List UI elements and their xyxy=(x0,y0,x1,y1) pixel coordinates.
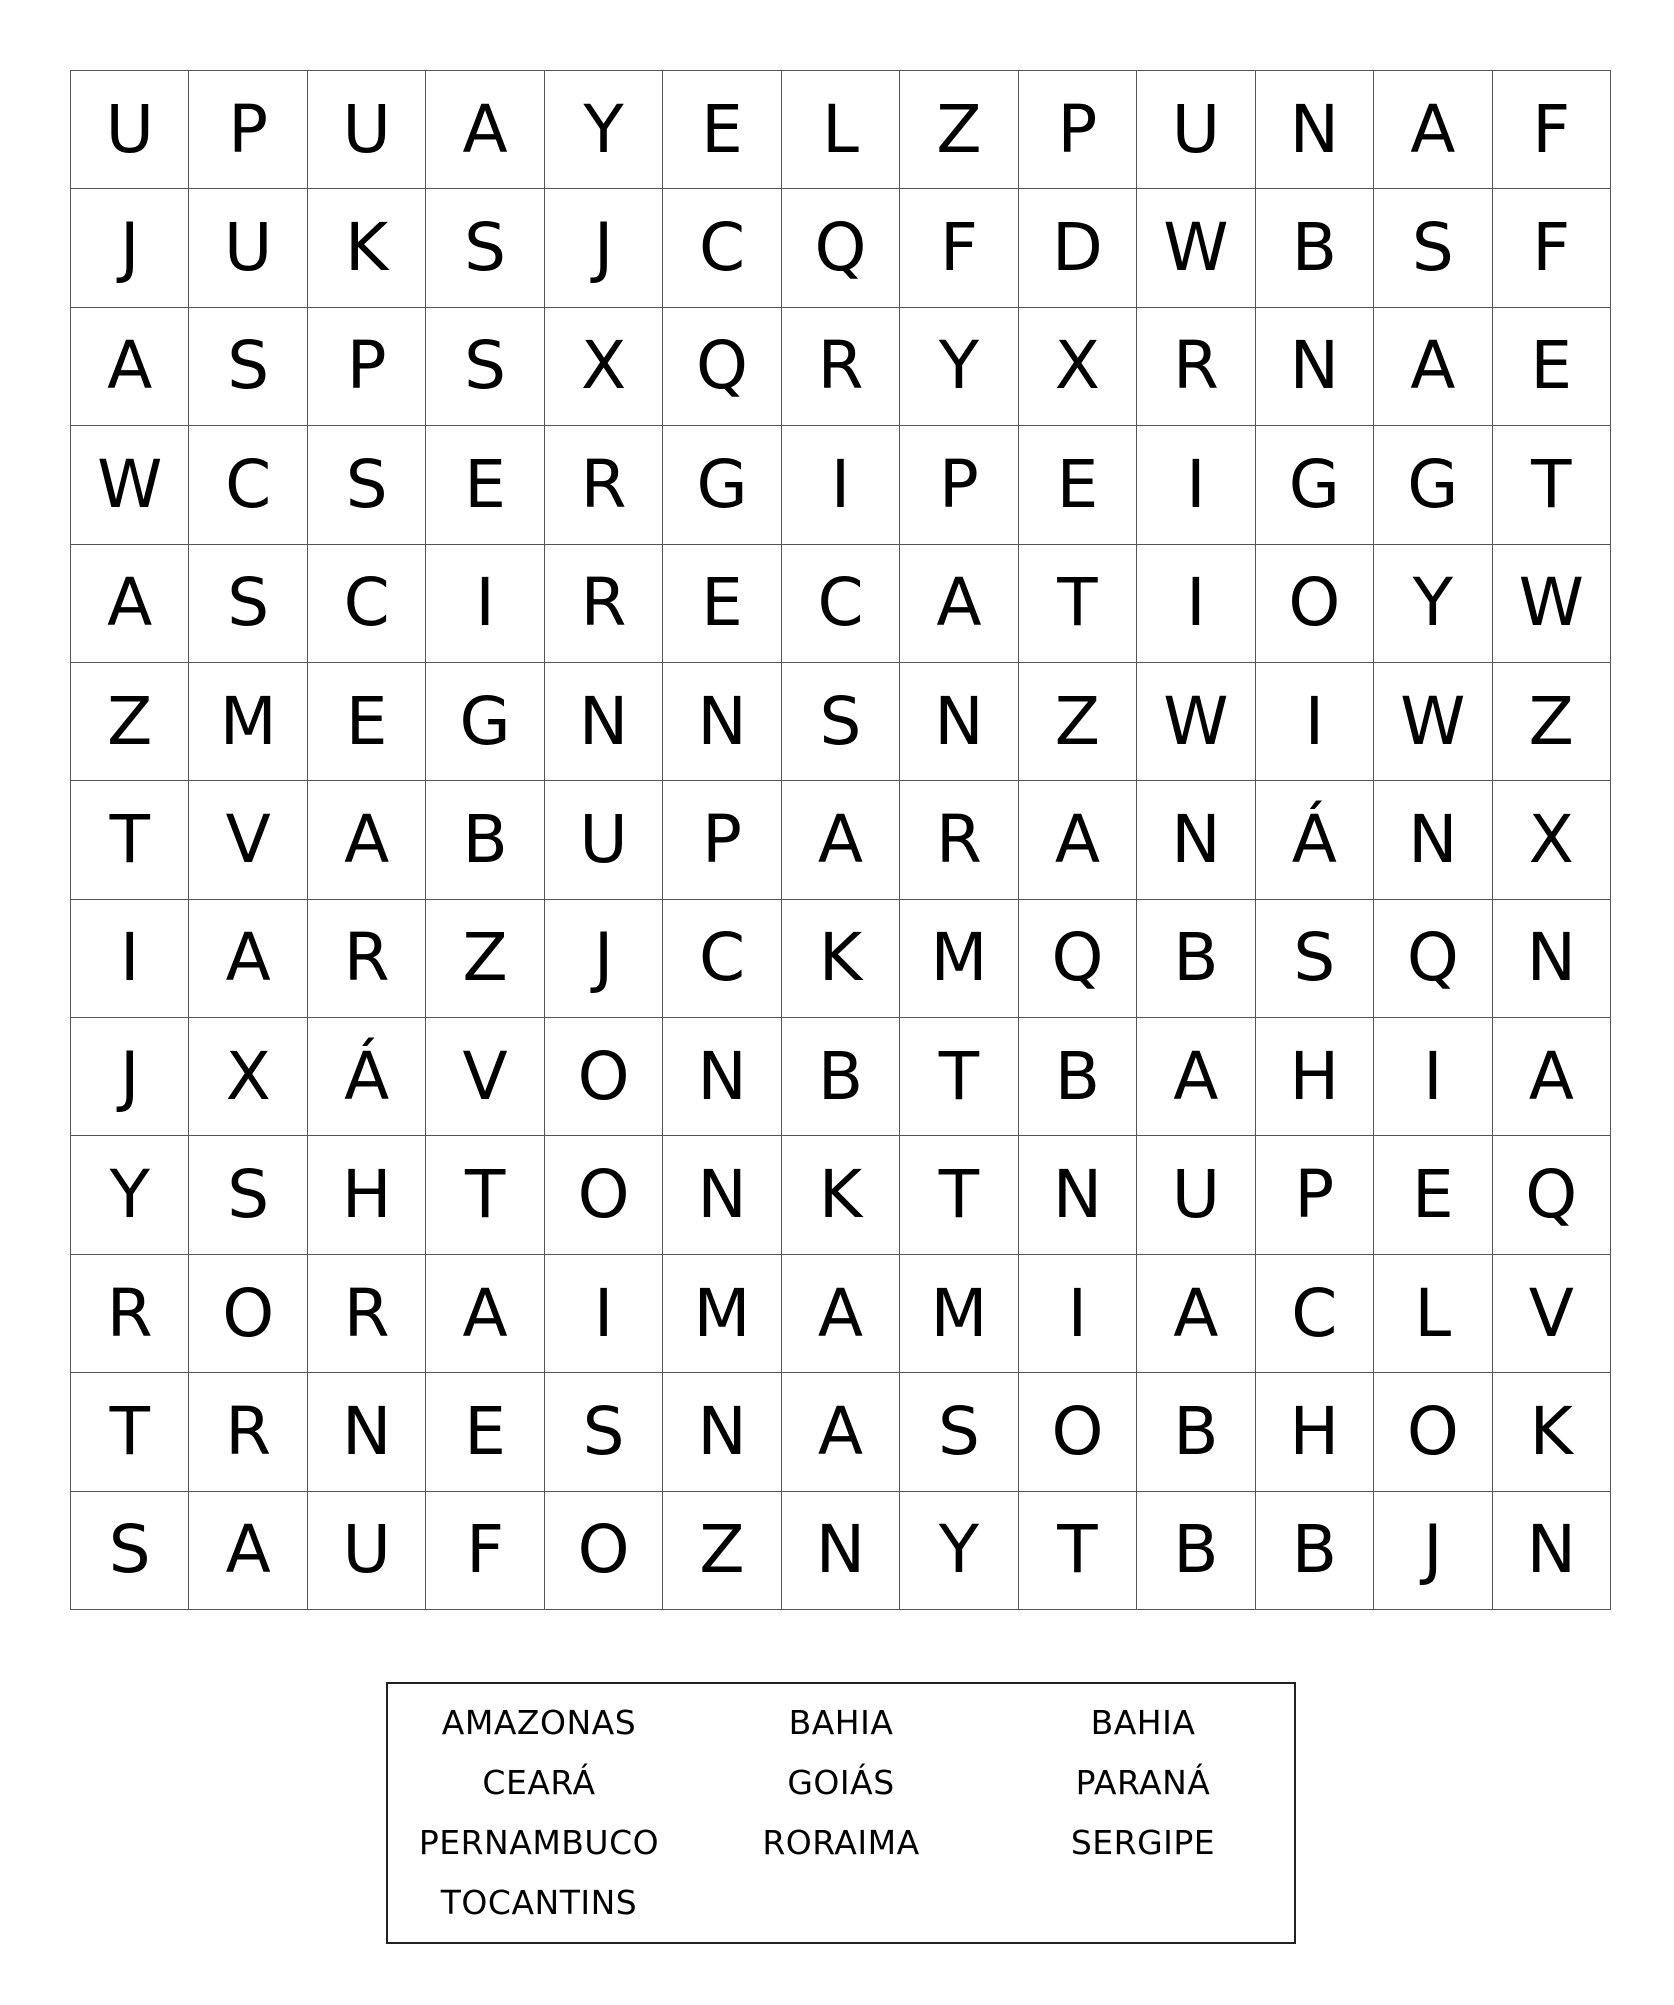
word-bank-item: TOCANTINS xyxy=(440,1882,638,1922)
grid-cell[interactable]: M xyxy=(900,900,1018,1018)
grid-cell[interactable]: K xyxy=(308,189,426,307)
grid-cell[interactable]: I xyxy=(1374,1018,1492,1136)
grid-cell[interactable]: T xyxy=(71,1373,189,1491)
grid-cell[interactable]: R xyxy=(1137,308,1255,426)
grid-cell[interactable]: G xyxy=(426,663,544,781)
grid-cell[interactable]: F xyxy=(900,189,1018,307)
grid-cell[interactable]: Á xyxy=(308,1018,426,1136)
grid-cell[interactable]: J xyxy=(71,1018,189,1136)
word-bank-item: AMAZONAS xyxy=(441,1702,637,1742)
grid-cell[interactable]: R xyxy=(308,900,426,1018)
grid-cell[interactable]: I xyxy=(1137,545,1255,663)
grid-cell[interactable]: N xyxy=(900,663,1018,781)
grid-cell[interactable]: J xyxy=(545,900,663,1018)
grid-cell[interactable]: T xyxy=(1493,426,1611,544)
grid-cell[interactable]: A xyxy=(1019,781,1137,899)
grid-cell[interactable]: O xyxy=(1256,545,1374,663)
grid-cell[interactable]: W xyxy=(71,426,189,544)
grid-cell[interactable]: B xyxy=(782,1018,900,1136)
grid-cell[interactable]: A xyxy=(71,308,189,426)
grid-cell[interactable]: Á xyxy=(1256,781,1374,899)
grid-cell[interactable]: N xyxy=(1019,1136,1137,1254)
grid-cell[interactable]: O xyxy=(545,1492,663,1610)
grid-cell[interactable]: F xyxy=(426,1492,544,1610)
grid-cell[interactable]: A xyxy=(782,1373,900,1491)
word-bank-item: CEARÁ xyxy=(482,1762,596,1802)
grid-cell[interactable]: C xyxy=(189,426,307,544)
grid-cell[interactable]: X xyxy=(1493,781,1611,899)
grid-cell[interactable]: R xyxy=(308,1255,426,1373)
grid-cell[interactable]: K xyxy=(1493,1373,1611,1491)
word-bank-item: RORAIMA xyxy=(762,1822,920,1862)
grid-cell[interactable]: A xyxy=(189,1492,307,1610)
grid-cell[interactable]: W xyxy=(1493,545,1611,663)
grid-cell[interactable]: K xyxy=(782,900,900,1018)
grid-cell[interactable]: R xyxy=(782,308,900,426)
grid-cell[interactable]: H xyxy=(1256,1018,1374,1136)
grid-cell[interactable]: Q xyxy=(1374,900,1492,1018)
grid-cell[interactable]: O xyxy=(545,1136,663,1254)
grid-cell[interactable]: N xyxy=(663,1373,781,1491)
grid-cell[interactable]: R xyxy=(71,1255,189,1373)
grid-cell[interactable]: O xyxy=(1374,1373,1492,1491)
grid-cell[interactable]: N xyxy=(663,1136,781,1254)
grid-cell[interactable]: N xyxy=(1493,900,1611,1018)
grid-cell[interactable]: A xyxy=(1374,71,1492,189)
word-bank-item: BAHIA xyxy=(1090,1702,1196,1742)
grid-cell[interactable]: A xyxy=(426,1255,544,1373)
grid-cell[interactable]: R xyxy=(900,781,1018,899)
grid-cell[interactable]: C xyxy=(663,900,781,1018)
grid-cell[interactable]: R xyxy=(545,545,663,663)
grid-cell[interactable]: O xyxy=(189,1255,307,1373)
grid-cell[interactable]: B xyxy=(1019,1018,1137,1136)
grid-cell[interactable]: Y xyxy=(900,308,1018,426)
grid-cell[interactable]: C xyxy=(308,545,426,663)
word-bank-item: PERNAMBUCO xyxy=(418,1822,660,1862)
grid-cell[interactable]: A xyxy=(1374,308,1492,426)
grid-cell[interactable]: I xyxy=(1019,1255,1137,1373)
grid-cell[interactable]: E xyxy=(663,545,781,663)
grid-cell[interactable]: Q xyxy=(782,189,900,307)
grid-cell[interactable]: I xyxy=(782,426,900,544)
grid-cell[interactable]: H xyxy=(1256,1373,1374,1491)
grid-cell[interactable]: S xyxy=(545,1373,663,1491)
grid-cell[interactable]: T xyxy=(900,1018,1018,1136)
grid-cell[interactable]: B xyxy=(1137,1373,1255,1491)
grid-cell[interactable]: S xyxy=(308,426,426,544)
grid-cell[interactable]: J xyxy=(71,189,189,307)
grid-cell[interactable]: V xyxy=(189,781,307,899)
grid-cell[interactable]: U xyxy=(189,189,307,307)
grid-cell[interactable]: Z xyxy=(426,900,544,1018)
grid-cell[interactable]: N xyxy=(663,663,781,781)
word-bank-item: PARANÁ xyxy=(1075,1762,1211,1802)
grid-cell[interactable]: J xyxy=(545,189,663,307)
grid-cell[interactable]: P xyxy=(663,781,781,899)
grid-cell[interactable]: A xyxy=(782,1255,900,1373)
word-bank xyxy=(386,1682,1296,1944)
grid-cell[interactable]: Q xyxy=(1019,900,1137,1018)
grid-cell[interactable]: E xyxy=(426,1373,544,1491)
grid-cell[interactable]: Z xyxy=(1019,663,1137,781)
grid-cell[interactable]: A xyxy=(308,781,426,899)
grid-cell[interactable]: F xyxy=(1493,189,1611,307)
grid-cell[interactable]: B xyxy=(426,781,544,899)
grid-cell[interactable]: E xyxy=(1019,426,1137,544)
grid-cell[interactable]: P xyxy=(900,426,1018,544)
grid-cell[interactable]: C xyxy=(1256,1255,1374,1373)
grid-cell[interactable]: I xyxy=(1137,426,1255,544)
grid-cell[interactable]: S xyxy=(426,189,544,307)
grid-cell[interactable]: A xyxy=(1493,1018,1611,1136)
grid-cell[interactable]: N xyxy=(1374,781,1492,899)
grid-cell[interactable]: F xyxy=(1493,71,1611,189)
grid-cell[interactable]: P xyxy=(308,308,426,426)
grid-cell[interactable]: R xyxy=(545,426,663,544)
word-bank-item: BAHIA xyxy=(788,1702,894,1742)
grid-cell[interactable]: C xyxy=(782,545,900,663)
grid-cell[interactable]: M xyxy=(900,1255,1018,1373)
grid-cell[interactable]: R xyxy=(189,1373,307,1491)
grid-cell[interactable]: N xyxy=(1256,71,1374,189)
grid-cell[interactable]: L xyxy=(782,71,900,189)
grid-cell[interactable]: Z xyxy=(1493,663,1611,781)
grid-cell[interactable]: S xyxy=(189,1136,307,1254)
grid-cell[interactable]: A xyxy=(189,900,307,1018)
grid-cell[interactable]: O xyxy=(1019,1373,1137,1491)
grid-cell[interactable]: Y xyxy=(545,71,663,189)
grid-cell[interactable]: G xyxy=(663,426,781,544)
grid-cell[interactable]: I xyxy=(1256,663,1374,781)
grid-cell[interactable]: S xyxy=(1374,189,1492,307)
grid-cell[interactable]: A xyxy=(900,545,1018,663)
grid-cell[interactable]: E xyxy=(308,663,426,781)
grid-cell[interactable]: S xyxy=(426,308,544,426)
grid-cell[interactable]: Z xyxy=(663,1492,781,1610)
grid-cell[interactable]: I xyxy=(545,1255,663,1373)
grid-cell[interactable]: U xyxy=(308,71,426,189)
grid-cell[interactable]: C xyxy=(663,189,781,307)
grid-cell[interactable]: B xyxy=(1137,900,1255,1018)
grid-cell[interactable]: N xyxy=(1493,1492,1611,1610)
grid-cell[interactable]: Q xyxy=(663,308,781,426)
word-bank-item: SERGIPE xyxy=(1070,1822,1216,1862)
grid-cell[interactable]: Q xyxy=(1493,1136,1611,1254)
grid-cell[interactable]: O xyxy=(545,1018,663,1136)
grid-cell[interactable]: V xyxy=(426,1018,544,1136)
grid-cell[interactable]: P xyxy=(1256,1136,1374,1254)
grid-cell[interactable]: A xyxy=(1137,1018,1255,1136)
word-search-grid xyxy=(70,70,1611,1610)
grid-cell[interactable]: S xyxy=(782,663,900,781)
grid-cell[interactable]: P xyxy=(189,71,307,189)
grid-cell[interactable]: N xyxy=(1256,308,1374,426)
grid-cell[interactable]: G xyxy=(1374,426,1492,544)
grid-cell[interactable]: N xyxy=(663,1018,781,1136)
grid-cell[interactable]: Y xyxy=(71,1136,189,1254)
grid-cell[interactable]: E xyxy=(426,426,544,544)
grid-cell[interactable]: M xyxy=(663,1255,781,1373)
grid-cell[interactable]: E xyxy=(1493,308,1611,426)
grid-cell[interactable]: A xyxy=(1137,1255,1255,1373)
grid-cell[interactable]: A xyxy=(71,545,189,663)
grid-cell[interactable]: S xyxy=(189,308,307,426)
grid-cell[interactable]: U xyxy=(545,781,663,899)
grid-cell[interactable]: X xyxy=(189,1018,307,1136)
grid-cell[interactable]: N xyxy=(545,663,663,781)
grid-cell[interactable]: B xyxy=(1137,1492,1255,1610)
grid-cell[interactable]: S xyxy=(1256,900,1374,1018)
grid-cell[interactable]: N xyxy=(782,1492,900,1610)
grid-cell[interactable]: U xyxy=(1137,1136,1255,1254)
grid-cell[interactable]: T xyxy=(426,1136,544,1254)
grid-cell[interactable]: N xyxy=(308,1373,426,1491)
grid-cell[interactable]: T xyxy=(71,781,189,899)
grid-cell[interactable]: U xyxy=(1137,71,1255,189)
grid-cell[interactable]: U xyxy=(308,1492,426,1610)
grid-cell[interactable]: A xyxy=(426,71,544,189)
grid-cell[interactable]: B xyxy=(1256,1492,1374,1610)
grid-cell[interactable]: X xyxy=(545,308,663,426)
grid-cell[interactable]: W xyxy=(1374,663,1492,781)
grid-cell[interactable]: E xyxy=(663,71,781,189)
grid-cell[interactable]: B xyxy=(1256,189,1374,307)
grid-cell[interactable]: S xyxy=(900,1373,1018,1491)
grid-cell[interactable]: D xyxy=(1019,189,1137,307)
grid-cell[interactable]: N xyxy=(1137,781,1255,899)
word-bank-item: GOIÁS xyxy=(787,1762,895,1802)
grid-cell[interactable]: H xyxy=(308,1136,426,1254)
grid-cell[interactable]: X xyxy=(1019,308,1137,426)
grid-cell[interactable]: T xyxy=(900,1136,1018,1254)
grid-cell[interactable]: T xyxy=(1019,545,1137,663)
grid-cell[interactable]: T xyxy=(1019,1492,1137,1610)
grid-cell[interactable]: S xyxy=(71,1492,189,1610)
grid-cell[interactable]: P xyxy=(1019,71,1137,189)
grid-cell[interactable]: M xyxy=(189,663,307,781)
grid-cell[interactable]: W xyxy=(1137,663,1255,781)
grid-cell[interactable]: S xyxy=(189,545,307,663)
grid-cell[interactable]: I xyxy=(426,545,544,663)
grid-cell[interactable]: W xyxy=(1137,189,1255,307)
grid-cell[interactable]: V xyxy=(1493,1255,1611,1373)
grid-cell[interactable]: K xyxy=(782,1136,900,1254)
grid-cell[interactable]: I xyxy=(71,900,189,1018)
grid-cell[interactable]: Y xyxy=(1374,545,1492,663)
grid-cell[interactable]: L xyxy=(1374,1255,1492,1373)
grid-cell[interactable]: Z xyxy=(71,663,189,781)
grid-cell[interactable]: E xyxy=(1374,1136,1492,1254)
grid-cell[interactable]: Y xyxy=(900,1492,1018,1610)
grid-cell[interactable]: Z xyxy=(900,71,1018,189)
grid-cell[interactable]: G xyxy=(1256,426,1374,544)
grid-cell[interactable]: A xyxy=(782,781,900,899)
grid-cell[interactable]: J xyxy=(1374,1492,1492,1610)
grid-cell[interactable]: U xyxy=(71,71,189,189)
